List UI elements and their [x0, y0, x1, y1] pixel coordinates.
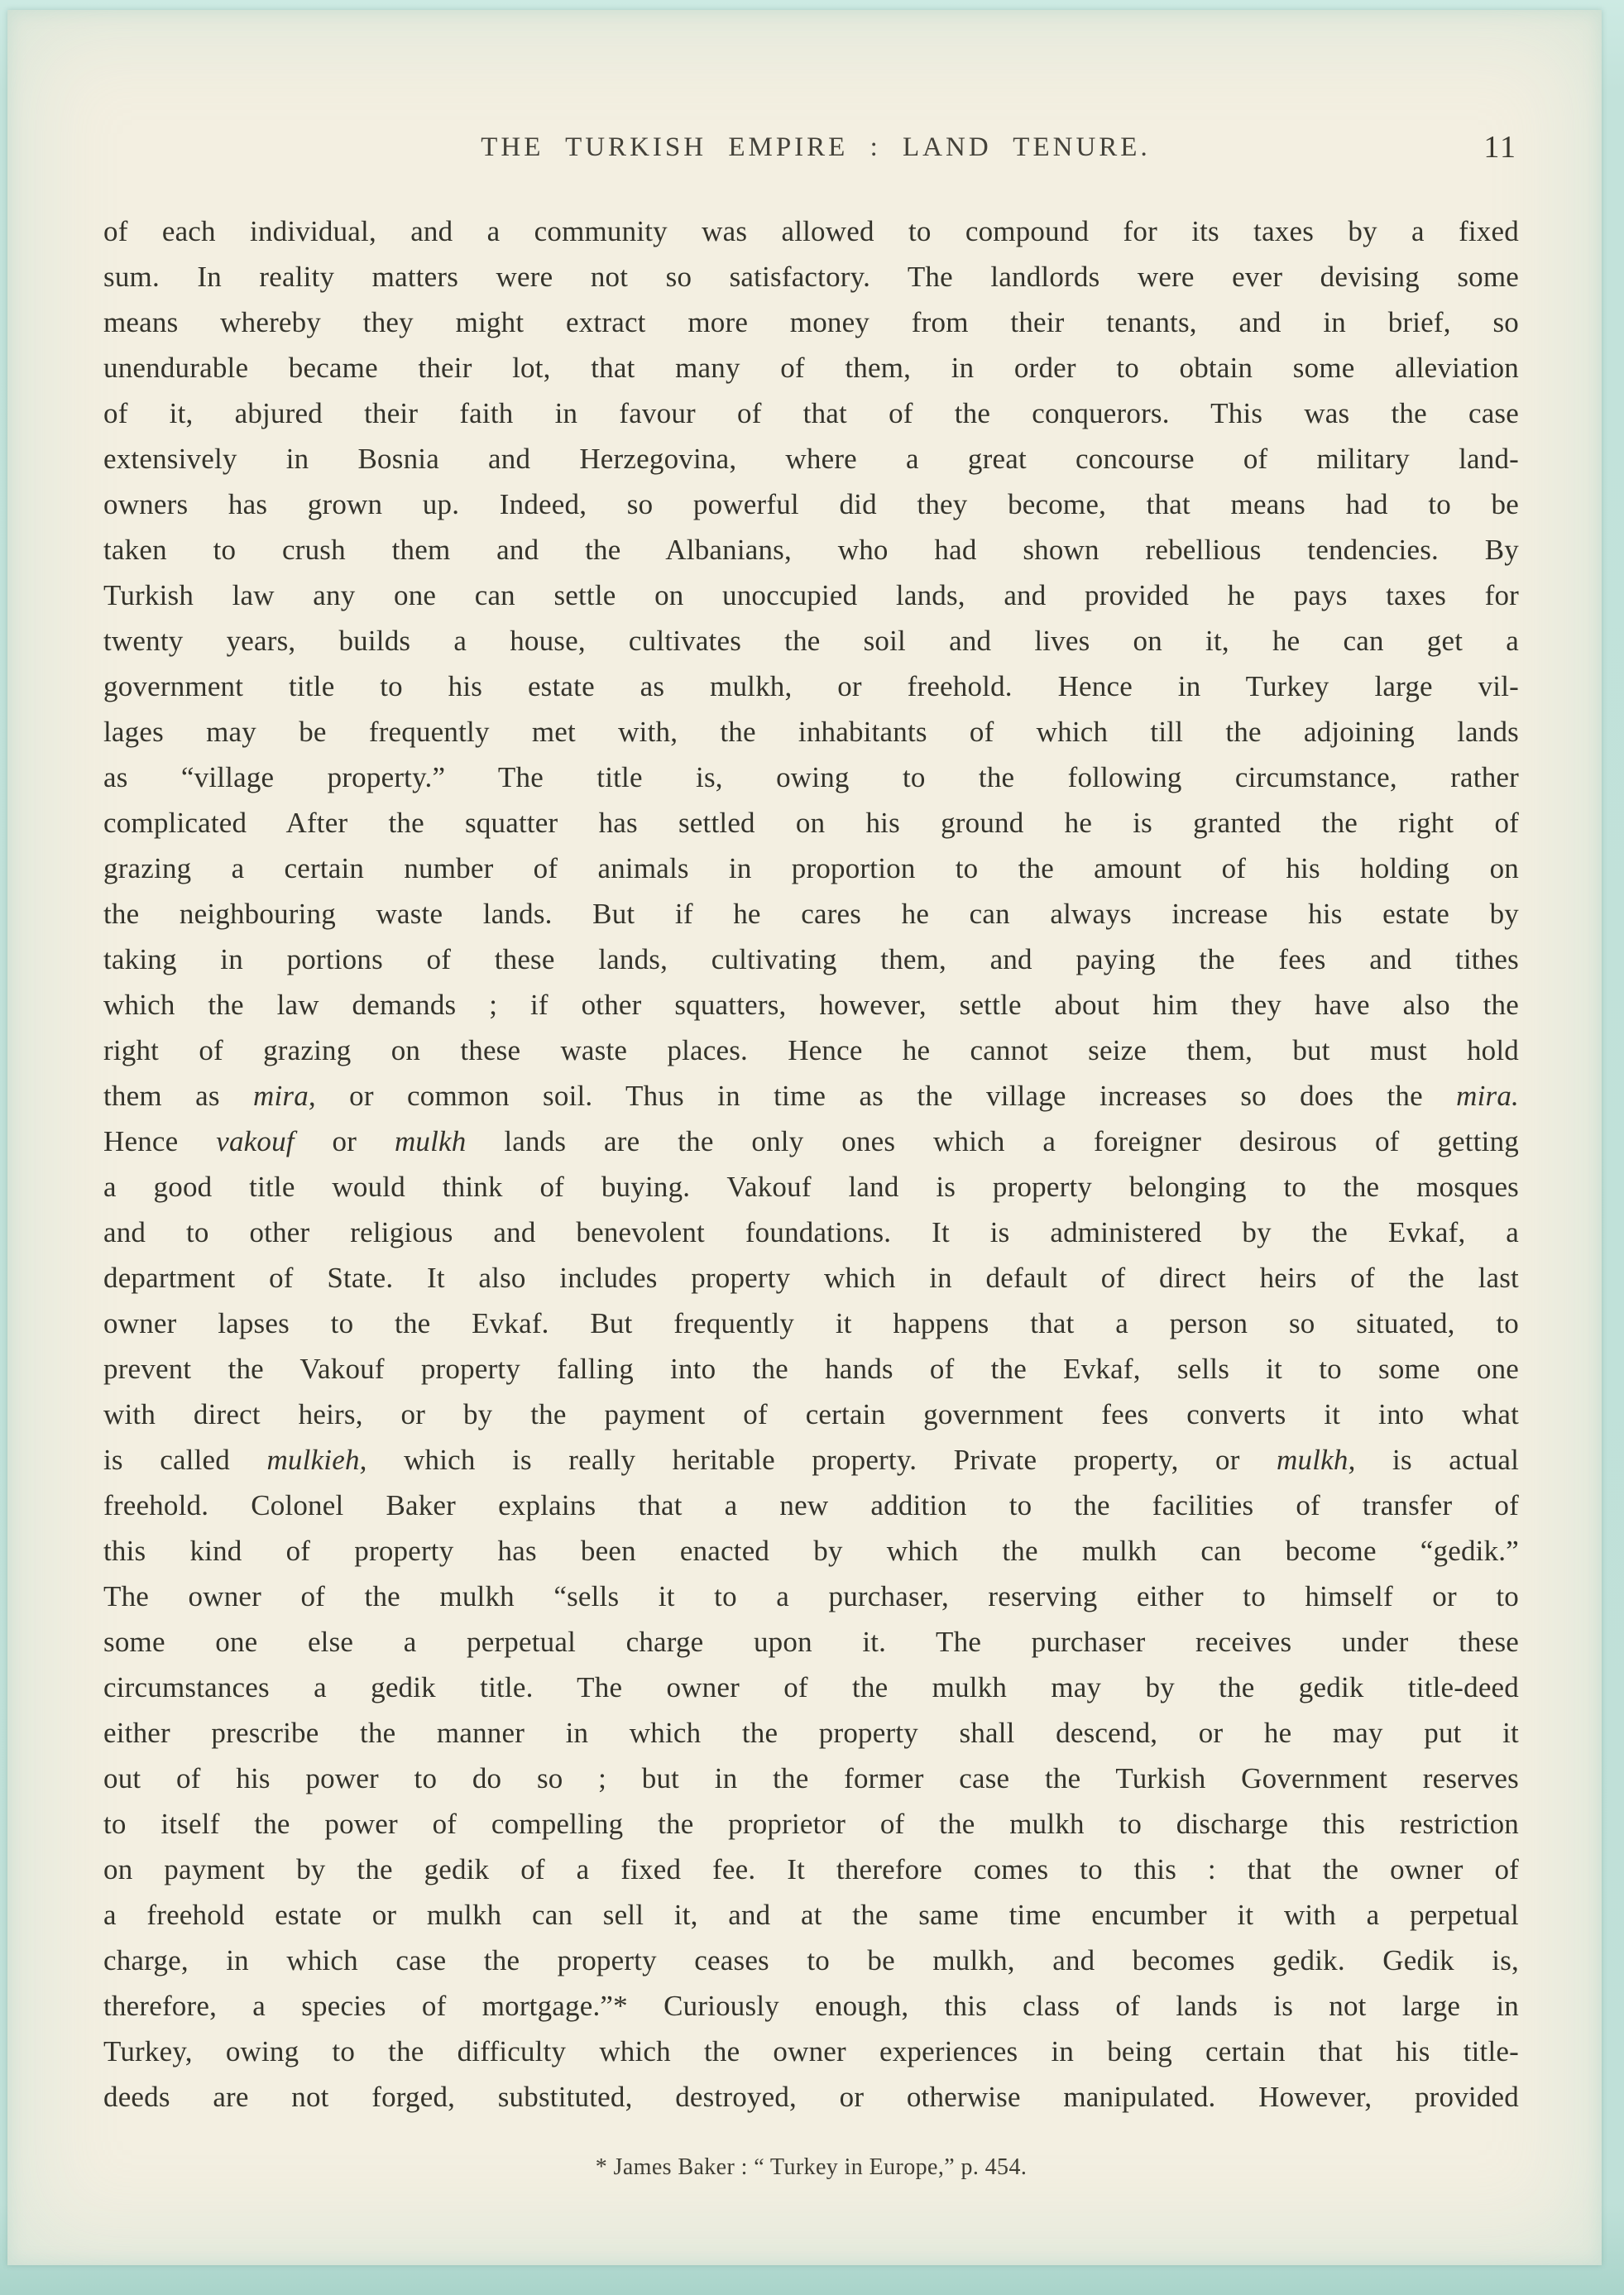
text-line: a freehold estate or mulkh can sell it, and at the same time encumber it with a perpetual — [103, 1899, 1519, 1931]
text-line: freehold. Colonel Baker explains that a new addition to the facilities of transfer of — [103, 1489, 1519, 1521]
text-line: right of grazing on these waste places. Hence he cannot seize them, but must hold — [103, 1034, 1519, 1066]
text-line: circumstances a gedik title. The owner of the mulkh may by the gedik title-deed — [103, 1671, 1519, 1703]
text-line: charge, in which case the property ceases to be mulkh, and becomes gedik. Gedik is, — [103, 1944, 1519, 1976]
text-line: extensively in Bosnia and Herzegovina, where a great concourse of military land- — [103, 443, 1519, 475]
text-line: means whereby they might extract more money from their tenants, and in brief, so — [103, 306, 1519, 338]
text-line: with direct heirs, or by the payment of certain government fees converts it into what — [103, 1398, 1519, 1430]
text-line: which the law demands ; if other squatters, however, settle about him they have also the — [103, 989, 1519, 1021]
text-line: owners has grown up. Indeed, so powerful did they become, that means had to be — [103, 488, 1519, 520]
text-line: twenty years, builds a house, cultivates the soil and lives on it, he can get a — [103, 625, 1519, 657]
text-line: some one else a perpetual charge upon it. The purchaser receives under these — [103, 1626, 1519, 1658]
text-line: department of State. It also includes property which in default of direct heirs of the last — [103, 1262, 1519, 1294]
text-line: grazing a certain number of animals in proportion to the amount of his holding on — [103, 852, 1519, 884]
text-line: of it, abjured their faith in favour of that of the conquerors. This was the case — [103, 397, 1519, 429]
text-line: on payment by the gedik of a fixed fee. It therefore comes to this : that the owner of — [103, 1853, 1519, 1885]
text-line: complicated After the squatter has settled on his ground he is granted the right of — [103, 807, 1519, 839]
text-line: the neighbouring waste lands. But if he cares he can always increase his estate by — [103, 898, 1519, 930]
text-line: unendurable became their lot, that many of them, in order to obtain some alleviation — [103, 352, 1519, 384]
text-line: is called mulkieh, which is really heritable property. Private property, or mulkh, is actual — [103, 1444, 1519, 1476]
page-header — [96, 132, 1535, 174]
text-line: taken to crush them and the Albanians, who had shown rebellious tendencies. By — [103, 534, 1519, 566]
running-title: THE TURKISH EMPIRE : LAND TENURE. — [481, 132, 1151, 162]
text-line: The owner of the mulkh “sells it to a purchaser, reserving either to himself or to — [103, 1580, 1519, 1612]
text-line: sum. In reality matters were not so satisfactory. The landlords were ever devising some — [103, 261, 1519, 293]
page-number: 11 — [1483, 130, 1517, 165]
text-line: government title to his estate as mulkh, or freehold. Hence in Turkey large vil- — [103, 670, 1519, 702]
text-line: to itself the power of compelling the proprietor of the mulkh to discharge this restriction — [103, 1808, 1519, 1840]
footnote: * James Baker : “ Turkey in Europe,” p. 454. — [595, 2154, 1028, 2180]
text-line: Hence vakouf or mulkh lands are the only ones which a foreigner desirous of getting — [103, 1125, 1519, 1157]
text-line: as “village property.” The title is, owing to the following circumstance, rather — [103, 761, 1519, 793]
text-line: out of his power to do so ; but in the former case the Turkish Government reserves — [103, 1762, 1519, 1794]
text-line: taking in portions of these lands, cultivating them, and paying the fees and tithes — [103, 943, 1519, 975]
text-line: a good title would think of buying. Vakouf land is property belonging to the mosques — [103, 1171, 1519, 1203]
text-line: Turkey, owing to the difficulty which the owner experiences in being certain that his title- — [103, 2035, 1519, 2067]
text-line: this kind of property has been enacted by which the mulkh can become “gedik.” — [103, 1535, 1519, 1567]
text-line: therefore, a species of mortgage.”* Curiously enough, this class of lands is not large in — [103, 1990, 1519, 2022]
text-line: Turkish law any one can settle on unoccupied lands, and provided he pays taxes for — [103, 579, 1519, 611]
text-line: of each individual, and a community was allowed to compound for its taxes by a fixed — [103, 215, 1519, 247]
book-page — [7, 10, 1602, 2265]
text-line: and to other religious and benevolent foundations. It is administered by the Evkaf, a — [103, 1216, 1519, 1248]
text-line: lages may be frequently met with, the inhabitants of which till the adjoining lands — [103, 716, 1519, 748]
text-line: deeds are not forged, substituted, destroyed, or otherwise manipulated. However, provided — [103, 2081, 1519, 2113]
body-text — [103, 208, 1519, 2120]
text-line: owner lapses to the Evkaf. But frequently it happens that a person so situated, to — [103, 1307, 1519, 1339]
text-line: them as mira, or common soil. Thus in time as the village increases so does the mira. — [103, 1080, 1519, 1112]
text-line: either prescribe the manner in which the property shall descend, or he may put it — [103, 1717, 1519, 1749]
text-line: prevent the Vakouf property falling into the hands of the Evkaf, sells it to some one — [103, 1353, 1519, 1385]
